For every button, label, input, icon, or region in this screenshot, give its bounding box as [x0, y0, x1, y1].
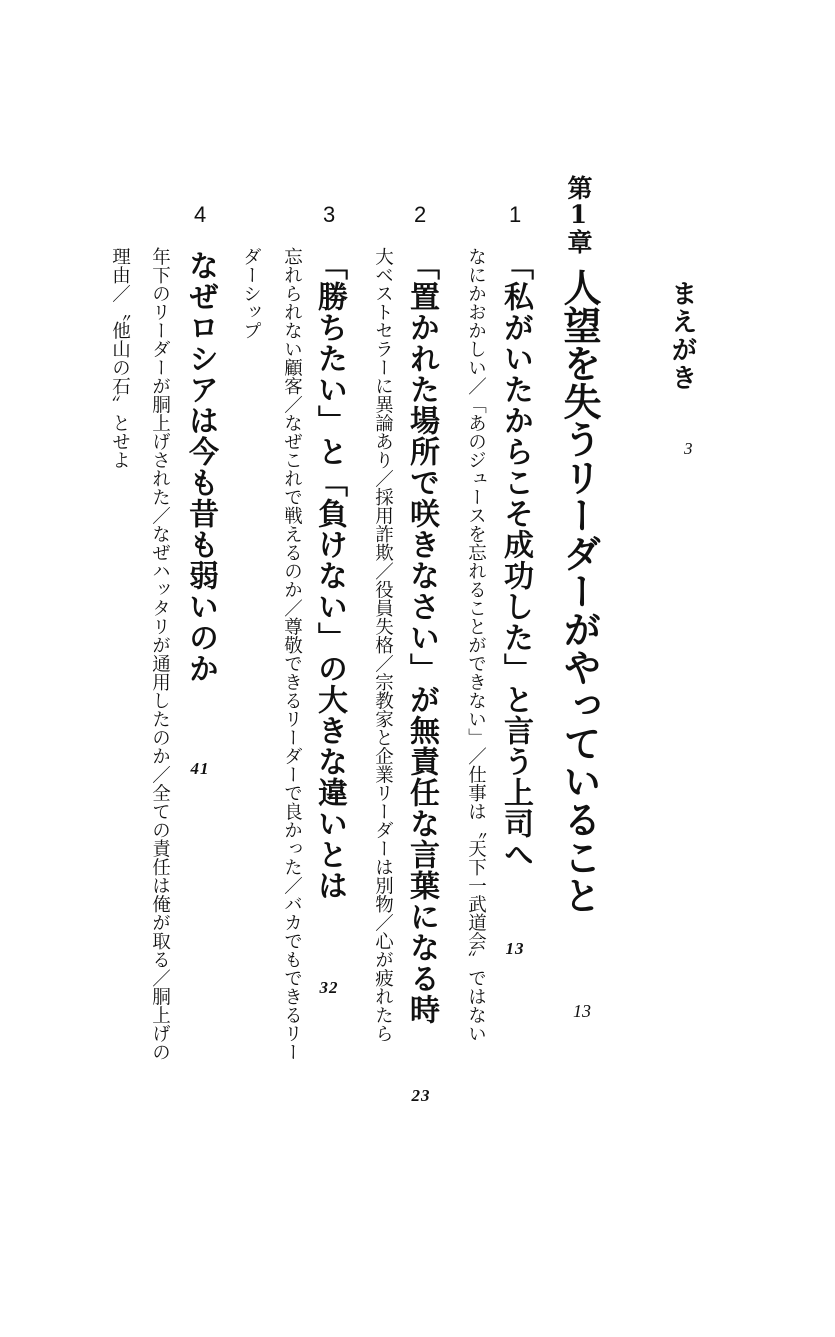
section-3-title	[312, 250, 347, 997]
section-2-title-text: 「置かれた場所で咲きなさい」が無責任な言葉になる時	[404, 250, 439, 1025]
section-1-summary: なにかおかしい／「あのジュースを忘れることができない」／仕事は〝天下一武道会〟ではない	[465, 247, 487, 1043]
chapter-label: 第1章	[564, 175, 593, 254]
chapter-title: 人望を失うリーダーがやっていること	[557, 268, 601, 914]
section-4-summary-line-1: 年下のリーダーが胴上げされた／なぜハッタリが通用したのか／全ての責任は俺が取る／胴上げの	[149, 247, 171, 1061]
section-3-summary-line-2: ダーシップ	[240, 247, 262, 340]
section-2-number: 2	[414, 202, 427, 227]
section-2-summary: 大ベストセラーに異論あり／採用詐欺／役員失格／宗教家と企業リーダーは別物／心が疲れたら	[372, 247, 394, 1043]
section-3-title-text: 「勝ちたい」と「負けない」の大きな違いとは	[312, 250, 347, 901]
section-4-number: 4	[194, 202, 207, 227]
section-1-page-number: 13	[505, 939, 525, 958]
preface-page-number: 3	[684, 439, 693, 458]
section-4-title	[183, 250, 218, 778]
section-2-title	[404, 250, 439, 1105]
section-3-number: 3	[323, 202, 336, 227]
section-3-summary-line-1: 忘れられない顧客／なぜこれで戦えるのか／尊敬できるリーダーで良かった／バカでもできるリー	[281, 247, 303, 1061]
section-1-number: 1	[509, 202, 522, 227]
section-4-summary-line-2: 理由／〝他山の石〟とせよ	[109, 247, 131, 469]
section-1-title-text: 「私がいたからこそ成功した」と言う上司へ	[498, 250, 533, 870]
section-1-title	[498, 250, 533, 958]
section-2-page-number: 23	[411, 1086, 431, 1105]
section-4-title-text: なぜロシアは今も昔も弱いのか	[183, 250, 218, 684]
chapter-page-number: 13	[573, 1001, 591, 1021]
preface-title: まえがき	[667, 280, 697, 392]
section-4-page-number: 41	[190, 759, 210, 778]
section-3-page-number: 32	[319, 978, 339, 997]
